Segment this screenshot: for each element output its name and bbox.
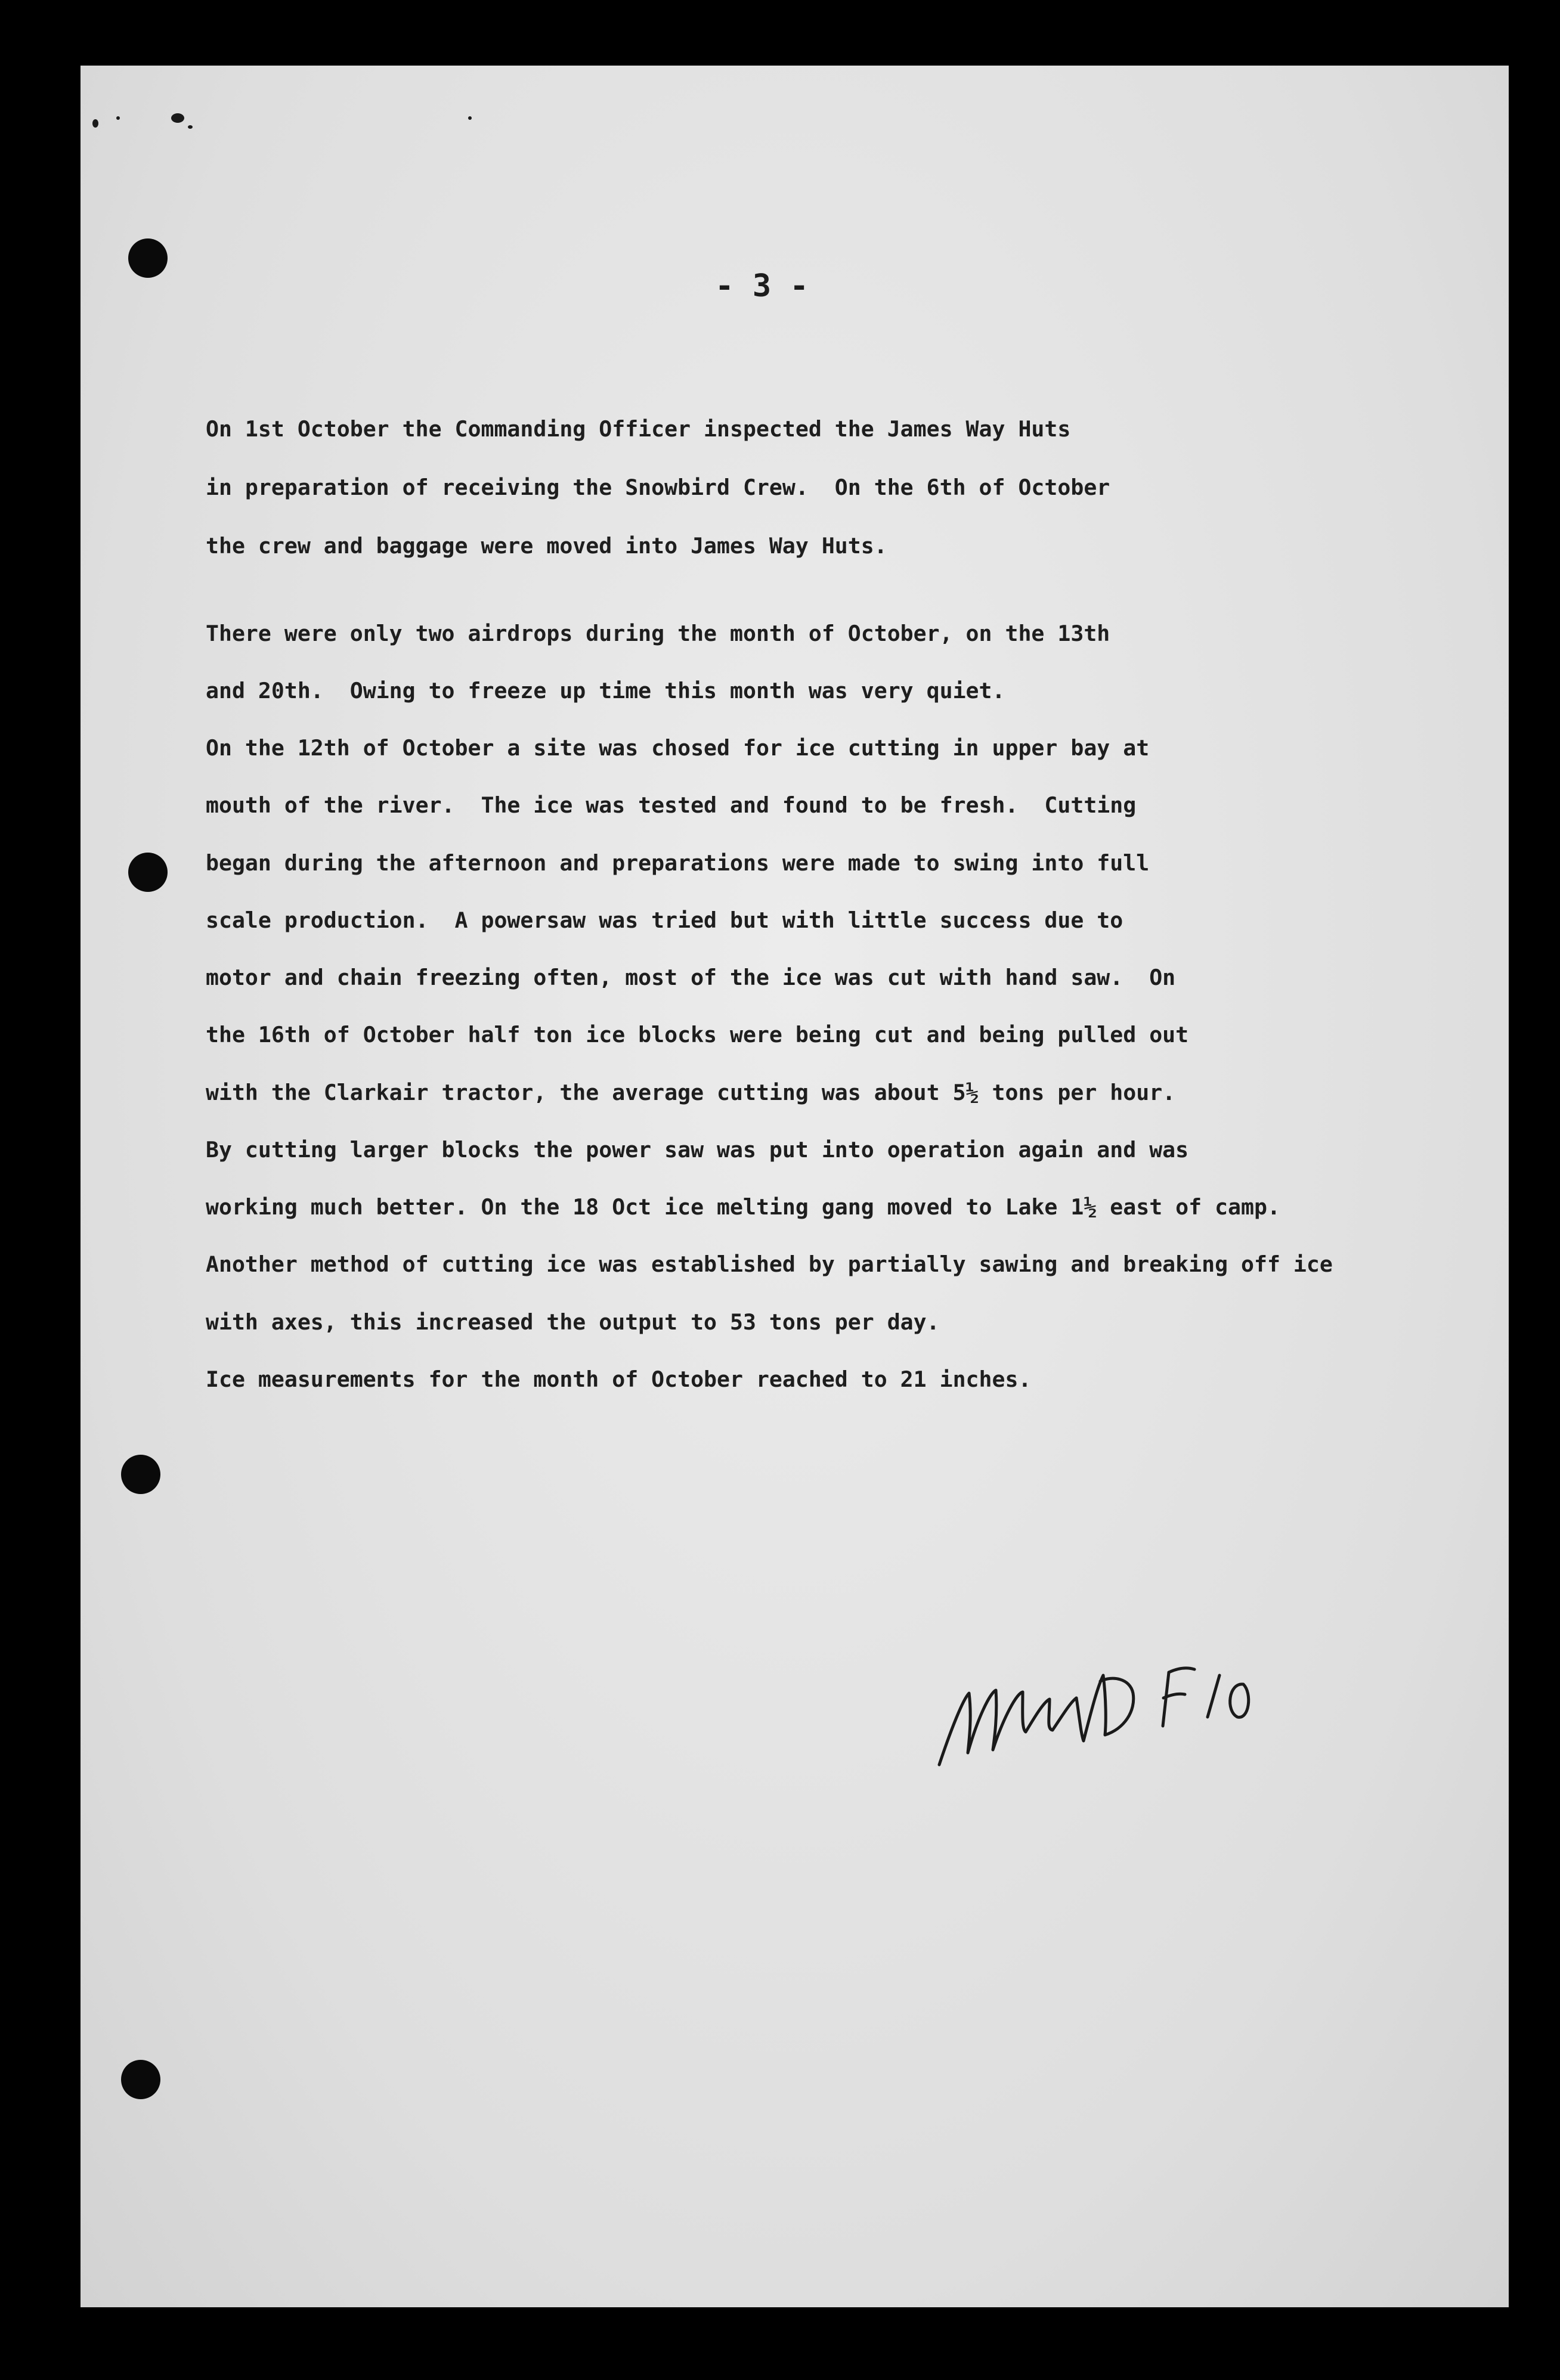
binder-hole-2 [128, 853, 168, 892]
text-line: On the 12th of October a site was chosed for ice cutting in upper bay at [206, 735, 1150, 761]
dust-speck [171, 113, 184, 123]
signature [927, 1628, 1261, 1783]
page-number: - 3 - [715, 268, 809, 304]
text-line: the 16th of October half ton ice blocks were being cut and being pulled out [206, 1022, 1189, 1048]
text-line: with axes, this increased the output to 53 tons per day. [206, 1309, 940, 1335]
dust-speck [188, 125, 193, 129]
text-line: the crew and baggage were moved into James Way Huts. [206, 533, 887, 559]
dust-speck [468, 116, 472, 120]
text-line: On 1st October the Commanding Officer inspected the James Way Huts [206, 416, 1071, 442]
text-line: and 20th. Owing to freeze up time this month was very quiet. [206, 678, 1005, 704]
text-line: By cutting larger blocks the power saw was put into operation again and was [206, 1137, 1189, 1163]
binder-hole-3 [121, 1455, 160, 1494]
text-line: with the Clarkair tractor, the average cutting was about 5½ tons per hour. [206, 1080, 1176, 1105]
text-line: in preparation of receiving the Snowbird Crew. On the 6th of October [206, 475, 1110, 500]
dust-speck [92, 119, 98, 128]
binder-hole-4 [121, 2060, 160, 2099]
text-line: working much better. On the 18 Oct ice melting gang moved to Lake 1½ east of camp. [206, 1194, 1280, 1220]
text-line: scale production. A powersaw was tried but with little success due to [206, 907, 1123, 933]
text-line: There were only two airdrops during the month of October, on the 13th [206, 621, 1110, 646]
text-line: motor and chain freezing often, most of the ice was cut with hand saw. On [206, 965, 1176, 990]
text-line: Ice measurements for the month of October reached to 21 inches. [206, 1366, 1032, 1392]
document-page [81, 66, 1509, 2307]
dust-speck [116, 116, 120, 120]
text-line: mouth of the river. The ice was tested and found to be fresh. Cutting [206, 792, 1137, 818]
text-line: Another method of cutting ice was established by partially sawing and breaking off ice [206, 1251, 1333, 1277]
text-line: began during the afternoon and preparations were made to swing into full [206, 850, 1150, 876]
